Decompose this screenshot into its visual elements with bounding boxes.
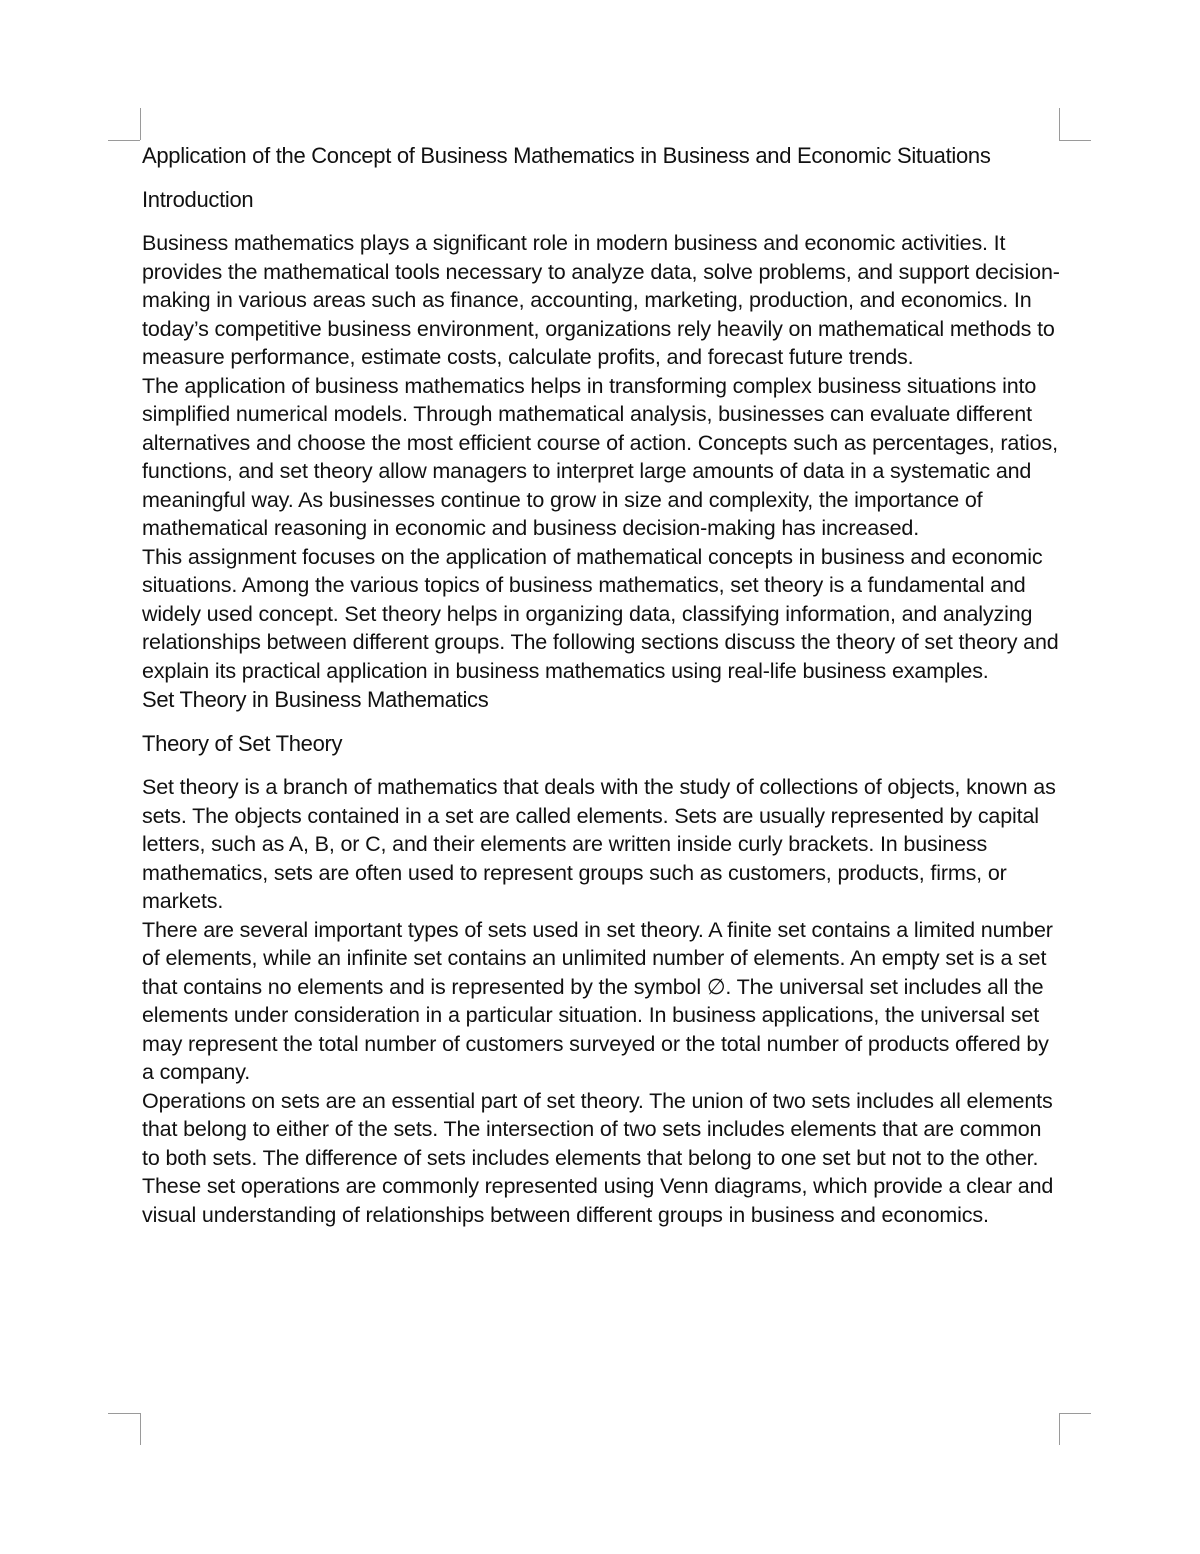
theory-paragraph-2: There are several important types of sets used in set theory. A finite set contains a limited number of elements, while an infinite set contains an unlimited number of elements. An empty set is a set that contains no elements and is represented by the symbol ∅. The universal set includes all the elements under consideration in a particular situation. In business applications, the universal set may represent the total number of customers surveyed or the total number of products offered by a company. (142, 917, 1053, 1084)
crop-mark-top-right (1059, 108, 1060, 140)
page-content (142, 141, 1062, 1229)
crop-mark-top-right (1059, 140, 1091, 141)
intro-paragraph-3: This assignment focuses on the application of mathematical concepts in business and economic situations. Among the various topics of business mathematics, set theory is a fundamental and widely used concept. Set theory helps in organizing data, classifying information, and analyzing relationships between different groups. The following sections discuss the theory of set theory and explain its practical application in business mathematics using real-life business examples. (142, 544, 1059, 683)
section-heading-theory-of-set-theory: Theory of Set Theory (142, 731, 343, 756)
section-heading-introduction: Introduction (142, 187, 254, 212)
crop-mark-bottom-right (1059, 1413, 1091, 1414)
section-heading-set-theory: Set Theory in Business Mathematics (142, 687, 489, 712)
crop-mark-bottom-right (1059, 1413, 1060, 1445)
theory-paragraph-1: Set theory is a branch of mathematics that deals with the study of collections of objects, known as sets. The objects contained in a set are called elements. Sets are usually represented by capital letters, such as A, B, or C, and their elements are written inside curly brackets. In business mathematics, sets are often used to represent groups such as customers, products, firms, or markets. (142, 775, 1056, 913)
document-title: Application of the Concept of Business Mathematics in Business and Economic Situations (142, 143, 991, 168)
crop-mark-bottom-left (140, 1413, 141, 1445)
theory-paragraph-3: Operations on sets are an essential part of set theory. The union of two sets includes all elements that belong to either of the sets. The intersection of two sets includes elements that are common to both sets. The difference of sets includes elements that belong to one set but not to the other. These set operations are commonly represented using Venn diagrams, which provide a clear and visual understanding of relationships between different groups in business and economics. (142, 1088, 1054, 1227)
crop-mark-top-left (140, 108, 141, 140)
crop-mark-bottom-left (108, 1413, 140, 1414)
intro-paragraph-2: The application of business mathematics helps in transforming complex business situations into simplified numerical models. Through mathematical analysis, businesses can evaluate different alternatives and choose the most efficient course of action. Concepts such as percentages, ratios, functions, and set theory allow managers to interpret large amounts of data in a systematic and meaningful way. As businesses continue to grow in size and complexity, the importance of mathematical reasoning in economic and business decision-making has increased. (142, 373, 1058, 540)
crop-mark-top-left (108, 140, 140, 141)
intro-paragraph-1: Business mathematics plays a significant role in modern business and economic activities. It provides the mathematical tools necessary to analyze data, solve problems, and support decision-making in various areas such as finance, accounting, marketing, production, and economics. In today’s competitive business environment, organizations rely heavily on mathematical methods to measure performance, estimate costs, calculate profits, and forecast future trends. (142, 231, 1060, 369)
